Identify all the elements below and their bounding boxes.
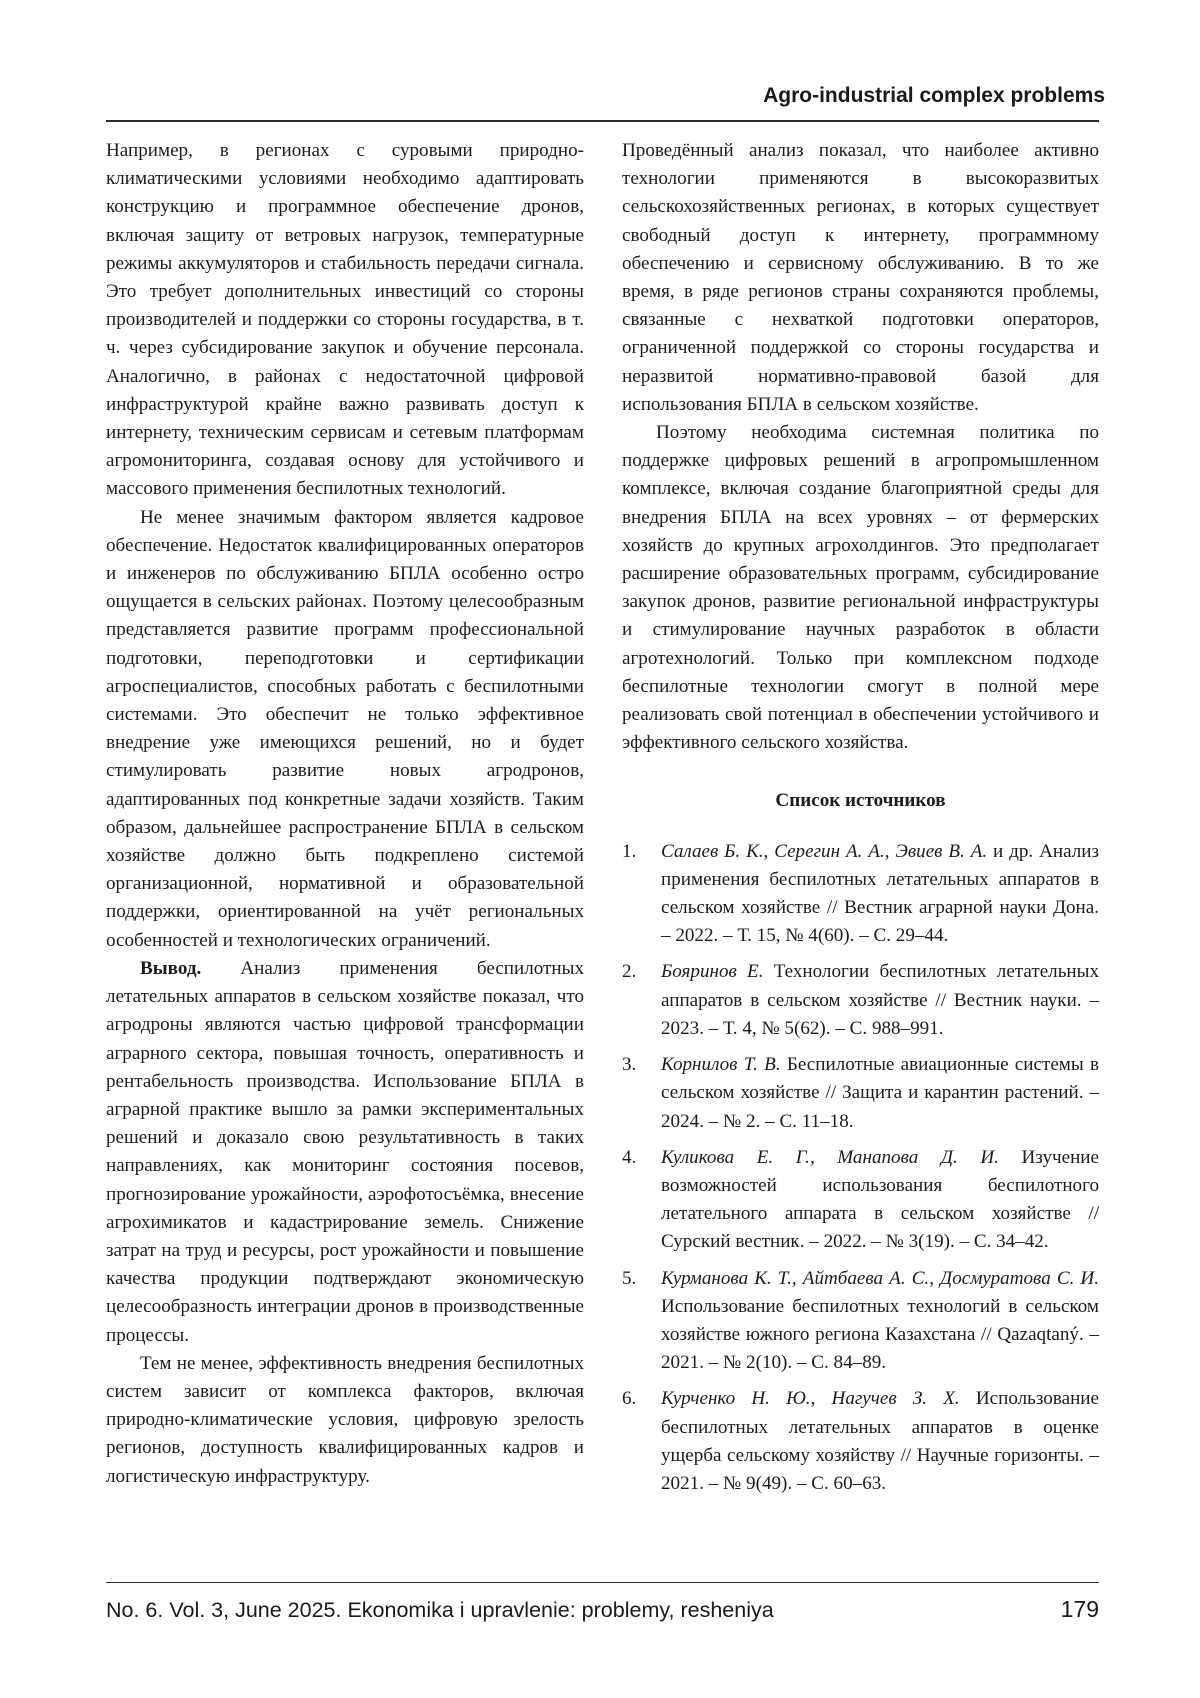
reference-text: и др. Анализ применения беспилотных летательных аппаратов в сельском хозяйстве // Вестник аграрной науки Дона. – 2022. – Т. 15, № 4(60). – С. 29–44. <box>661 840 1100 947</box>
paragraph: Не менее значимым фактором является кадровое обеспечение. Недостаток квалифицированных операторов и инженеров по обслуживанию БПЛА особенно остро ощущается в сельских районах. Поэтому целесообразным представляется развитие программ профессиональной подготовки, переподготовки и сертификации агроспециалистов, способных работать с беспилотными системами. Это обеспечит не только эффективное внедрение уже имеющихся решений, но и будет стимулировать развитие новых агродронов, адаптированных под конкретные задачи хозяйств. Таким образом, дальнейшее распространение БПЛА в сельском хозяйстве должно быть подкреплено системой организационной, нормативной и образовательной поддержки, ориентированной на учёт региональных особенностей и технологических ограничений. <box>106 506 584 951</box>
paragraph: Проведённый анализ показал, что наиболее активно технологии применяются в высокоразвитых сельскохозяйственных регионах, в которых существует свободный доступ к интернету, программному обеспечению и сервисному обслуживанию. В то же время, в ряде регионов страны сохраняются проблемы, связанные с нехваткой подготовки операторов, ограниченной поддержкой со стороны государства и неразвитой нормативно-правовой базой для использования БПЛА в сельском хозяйстве. <box>622 140 1099 415</box>
footer-journal-info: No. 6. Vol. 3, June 2025. Ekonomika i upravlenie: problemy, resheniya <box>106 1598 774 1622</box>
reference-item <box>622 1385 1099 1498</box>
reference-text: Беспилотные авиационные системы в сельском хозяйстве // Защита и карантин растений. – 2024. – № 2. – С. 11–18. <box>661 1054 1099 1132</box>
right-column <box>622 137 1099 1506</box>
conclusion-lead: Вывод. <box>140 957 202 979</box>
reference-text: Использование беспилотных летательных аппаратов в оценке ущерба сельскому хозяйству // Научные горизонты. – 2021. – № 9(49). – С. 60–63. <box>661 1388 1099 1494</box>
references-title: Список источников <box>775 790 946 812</box>
paragraph: Например, в регионах с суровыми природно-климатическими условиями необходимо адаптировать конструкцию и программное обеспечение дронов, включая защиту от ветровых нагрузок, температурные режимы аккумуляторов и стабильность передачи сигнала. Это требует дополнительных инвестиций со стороны производителей и поддержки со стороны государства, в т. ч. через субсидирование закупок и обучение персонала. Аналогично, в районах с недостаточной цифровой инфраструктурой крайне важно развивать доступ к интернету, техническим сервисам и сетевым платформам агромониторинга, создавая основу для устойчивого и массового применения беспилотных технологий. <box>106 140 584 500</box>
reference-authors: Курманова К. Т., Айтбаева А. С., Досмуратова С. И. <box>661 1267 1099 1289</box>
reference-number: 5. <box>622 1267 637 1289</box>
reference-authors: Салаев Б. К., Серегин А. А., Эвиев В. А. <box>661 840 988 862</box>
reference-item <box>622 838 1099 951</box>
reference-item <box>622 1144 1099 1257</box>
reference-text: Технологии беспилотных летательных аппаратов в сельском хозяйстве // Вестник науки. – 2023. – Т. 4, № 5(62). – С. 988–991. <box>661 961 1100 1039</box>
reference-text: Изучение возможностей использования беспилотного летательного аппарата в сельском хозяйстве // Сурский вестник. – 2022. – № 3(19). – С. 34–42. <box>661 1146 1099 1253</box>
reference-number: 6. <box>622 1388 637 1410</box>
reference-number: 4. <box>622 1146 637 1168</box>
left-column <box>106 137 584 1491</box>
conclusion-paragraph <box>106 955 584 1350</box>
reference-number: 2. <box>622 961 637 983</box>
reference-text: Использование беспилотных технологий в сельском хозяйстве южного региона Казахстана // Qazaqtaný. – 2021. – № 2(10). – С. 84–89. <box>661 1295 1099 1374</box>
reference-authors: Бояринов Е. <box>661 961 764 983</box>
reference-authors: Курченко Н. Ю., Нагучев З. Х. <box>661 1388 960 1410</box>
header-rule <box>106 120 1099 122</box>
reference-authors: Куликова Е. Г., Манапова Д. И. <box>661 1146 999 1168</box>
reference-item <box>622 1265 1099 1378</box>
reference-item <box>622 1051 1099 1136</box>
page-number: 179 <box>1060 1596 1099 1622</box>
footer-rule <box>106 1582 1099 1583</box>
conclusion-body: Анализ применения беспилотных летательных аппаратов в сельском хозяйстве показал, что агродроны являются частью цифровой трансформации аграрного сектора, повышая точность, оперативность и рентабельность производства. Использование БПЛА в аграрной практике вышло за рамки экспериментальных решений и доказало свою результативность в таких направлениях, как мониторинг состояния посевов, прогнозирование урожайности, аэрофотосъёмка, внесение агрохимикатов и кадастрирование земель. Снижение затрат на труд и ресурсы, рост урожайности и повышение качества продукции подтверждают экономическую целесообразность интеграции дронов в производственные процессы. <box>106 957 584 1346</box>
running-title: Agro-industrial complex problems <box>763 84 1105 107</box>
reference-item <box>622 958 1099 1043</box>
reference-number: 3. <box>622 1054 637 1076</box>
paragraph: Поэтому необходима системная политика по поддержке цифровых решений в агропромышленном комплексе, включая создание благоприятной среды для внедрения БПЛА на всех уровнях – от фермерских хозяйств до крупных агрохолдингов. Это предполагает расширение образовательных программ, субсидирование закупок дронов, развитие региональной инфраструктуры и стимулирование научных разработок в области агротехнологий. Только при комплексном подходе беспилотные технологии смогут в полной мере реализовать свой потенциал в обеспечении устойчивого и эффективного сельского хозяйства. <box>622 422 1099 754</box>
paragraph: Тем не менее, эффективность внедрения беспилотных систем зависит от комплекса факторов, включая природно-климатические условия, цифровую зрелость регионов, доступность квалифицированных кадров и логистическую инфраструктуру. <box>106 1352 584 1487</box>
reference-number: 1. <box>622 840 637 862</box>
reference-authors: Корнилов Т. В. <box>661 1054 781 1076</box>
references-list <box>622 838 1099 1498</box>
